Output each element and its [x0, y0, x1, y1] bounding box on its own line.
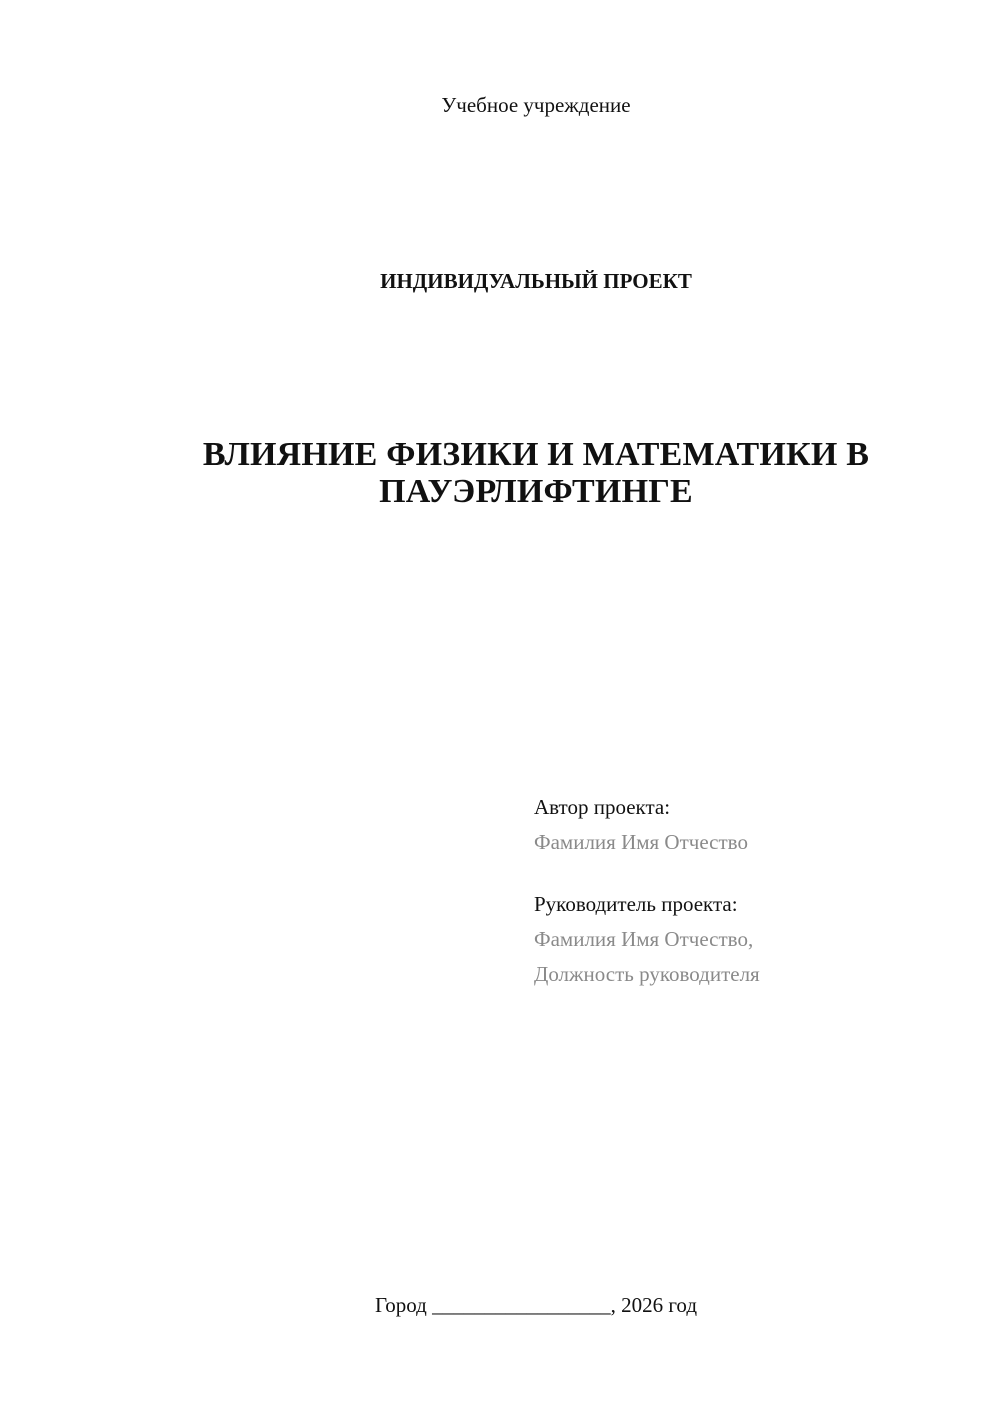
author-label: Автор проекта:: [534, 795, 671, 819]
city-year-line: Город _________________, 2026 год: [374, 1293, 698, 1317]
document-type: ИНДИВИДУАЛЬНЫЙ ПРОЕКТ: [380, 269, 692, 293]
spacer: [534, 860, 974, 887]
project-title-line-2: ПАУЭРЛИФТИНГЕ: [379, 473, 693, 510]
supervisor-name: Фамилия Имя Отчество,: [534, 927, 754, 951]
project-title: [140, 436, 932, 510]
supervisor-position: Должность руководителя: [534, 962, 760, 986]
institution-name: Учебное учреждение: [441, 93, 631, 117]
project-participants: [534, 790, 974, 992]
author-name: Фамилия Имя Отчество: [534, 830, 748, 854]
project-title-line-1: ВЛИЯНИЕ ФИЗИКИ И МАТЕМАТИКИ В: [202, 436, 870, 473]
supervisor-label: Руководитель проекта:: [534, 892, 738, 916]
